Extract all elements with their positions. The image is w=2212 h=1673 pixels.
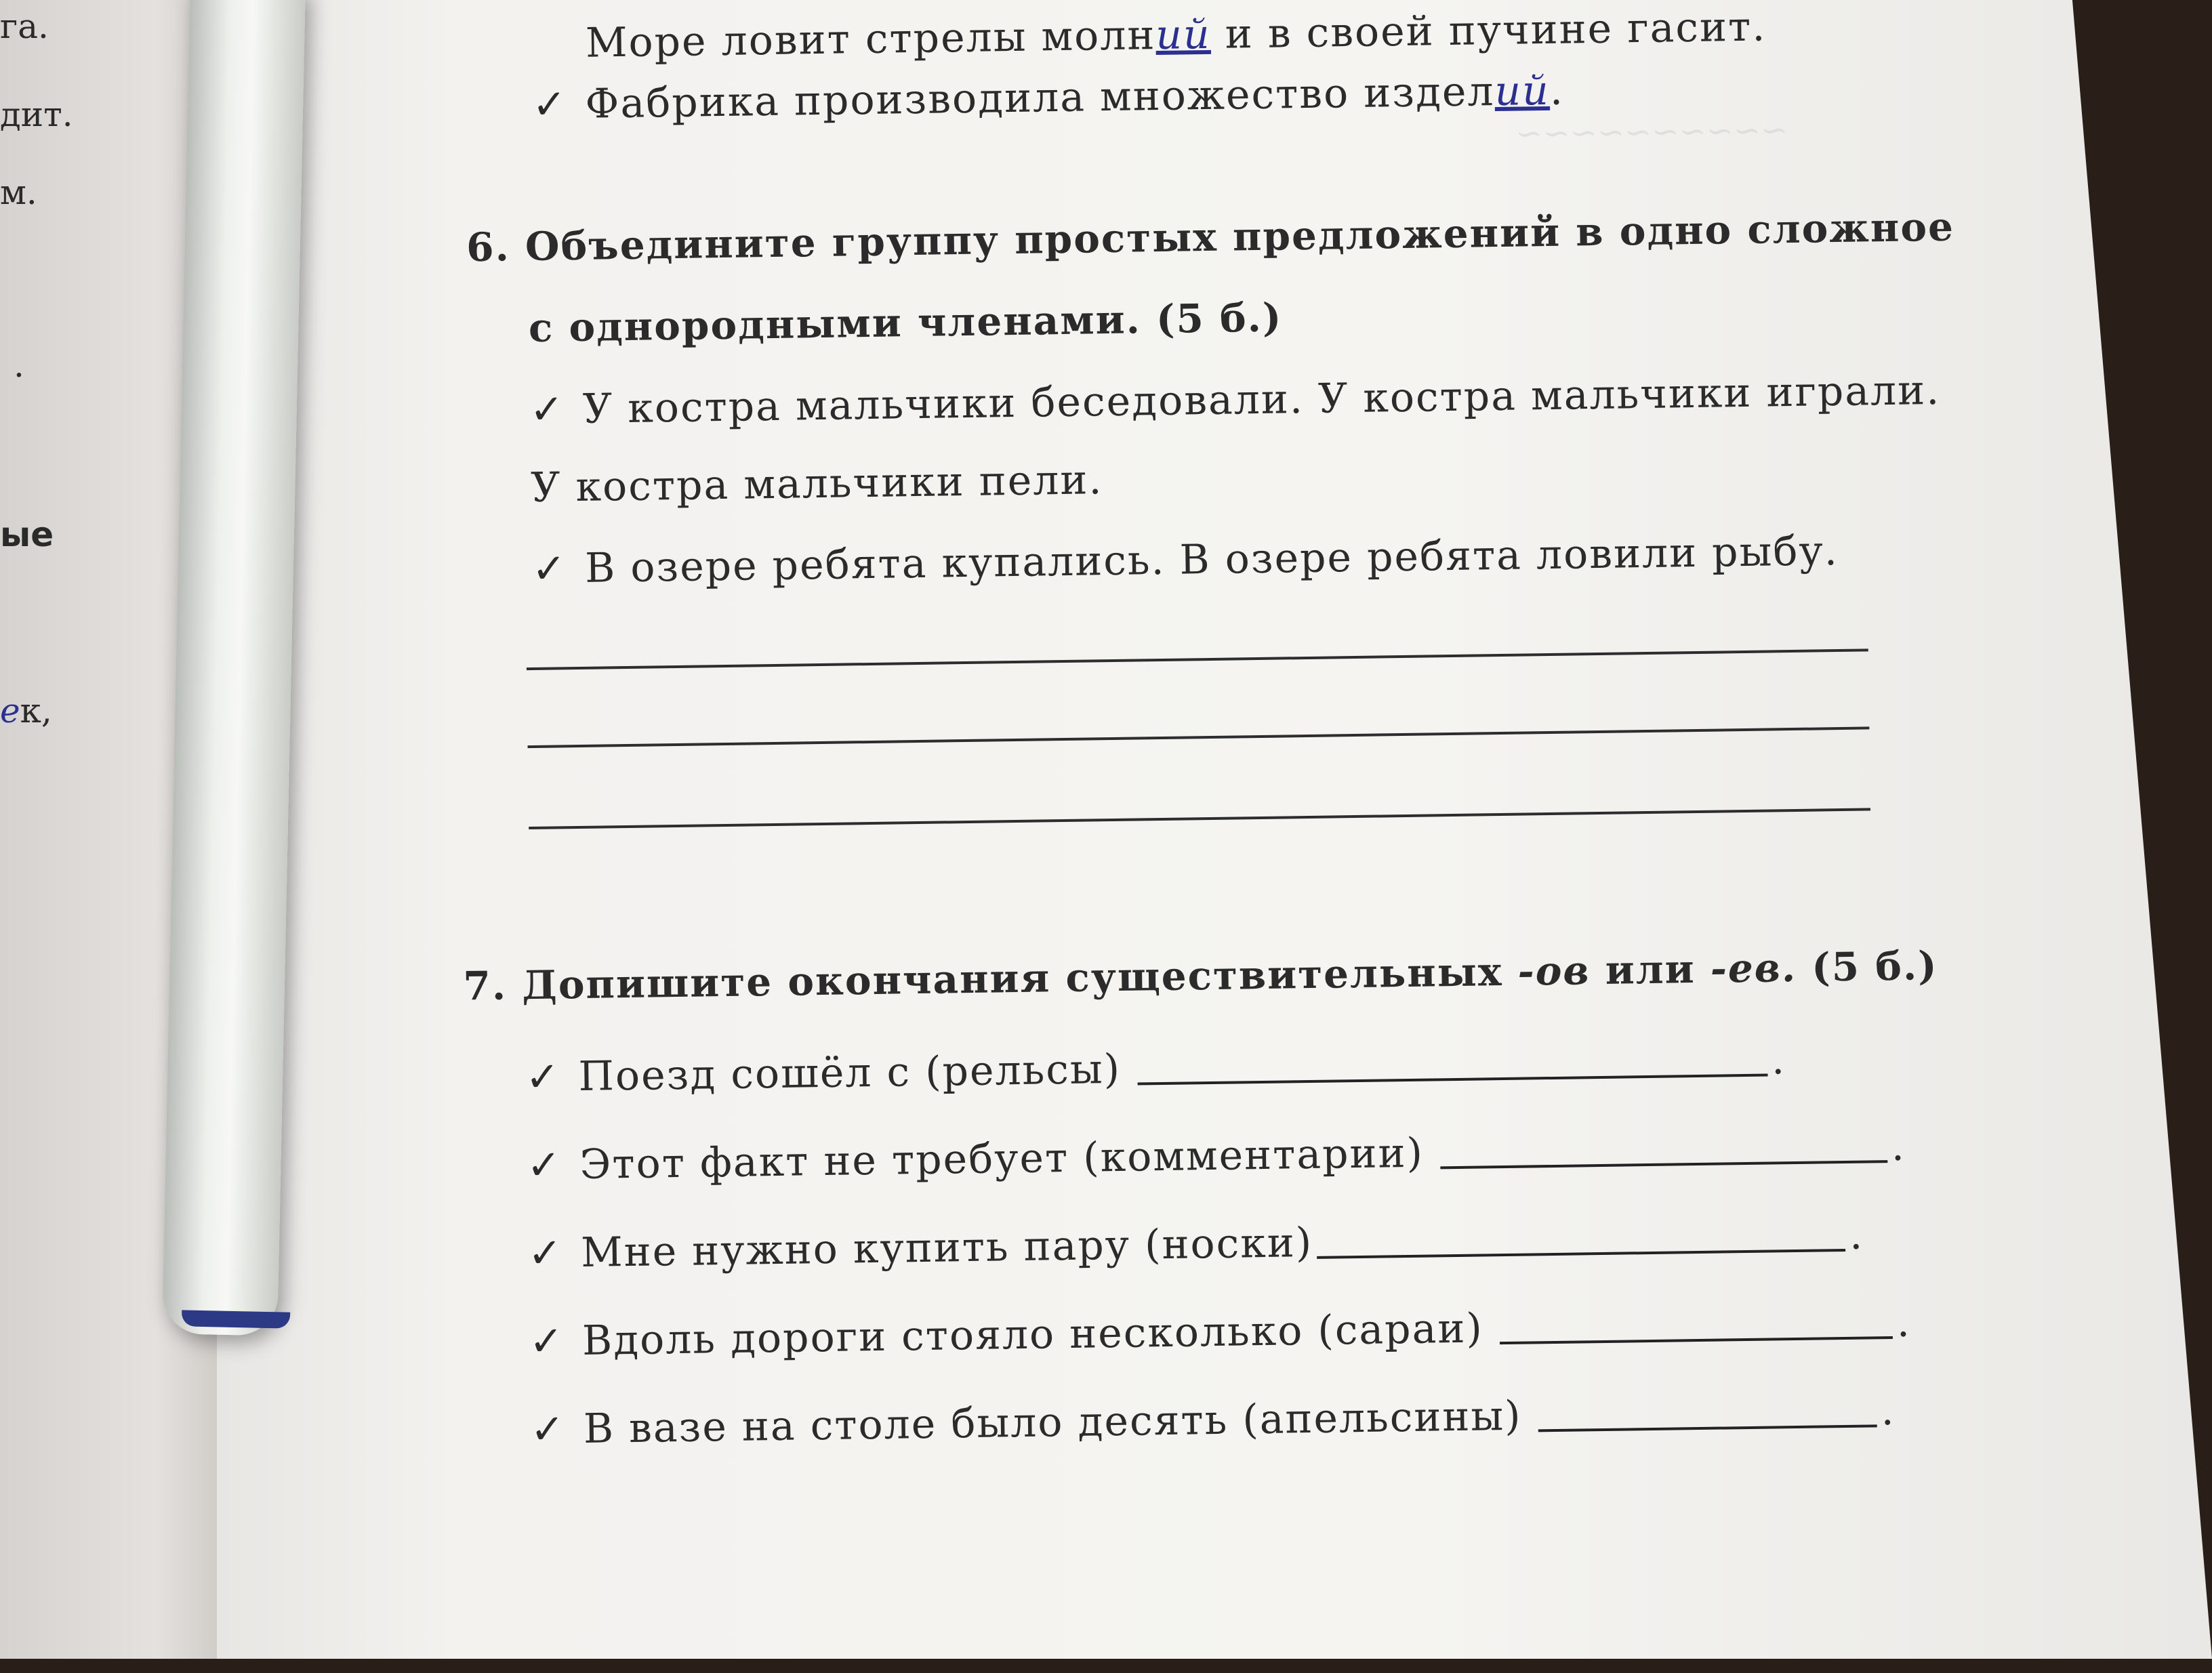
task6-number: 6. bbox=[466, 224, 511, 271]
task7-title-prefix: Допишите окончания существительных bbox=[521, 949, 1503, 1009]
task6-item1-line1 bbox=[529, 367, 1941, 434]
left-fragment-5: ые bbox=[0, 515, 54, 554]
left-fragment-3: м. bbox=[0, 173, 37, 212]
left-fragment-4: . bbox=[14, 346, 24, 385]
task7-item-1 bbox=[525, 1036, 1786, 1101]
task5-line2-end: . bbox=[1549, 66, 1565, 115]
answer-line-2[interactable] bbox=[528, 726, 1870, 748]
check-icon: ✓ bbox=[530, 1405, 567, 1454]
task7-number: 7. bbox=[463, 962, 508, 1010]
show-through-text: ~~~~~~~~~~ bbox=[1515, 111, 1788, 153]
left-fragment-2: дит. bbox=[0, 95, 73, 134]
task5-line1-start: Море ловит стрелы молн bbox=[585, 12, 1156, 67]
task7-or: или bbox=[1605, 946, 1696, 993]
answer-blank-2[interactable] bbox=[1440, 1161, 1887, 1170]
period: . bbox=[1849, 1211, 1864, 1259]
task7-item-1-text: Поезд сошёл с (рельсы) bbox=[578, 1045, 1122, 1101]
task5-line2-start: Фабрика производила множество издел bbox=[585, 68, 1495, 128]
task5-line1-handwritten: ий bbox=[1155, 10, 1212, 60]
answer-blank-4[interactable] bbox=[1500, 1336, 1893, 1344]
check-icon: ✓ bbox=[531, 81, 569, 129]
task7-item-3-text: Мне нужно купить пару (носки) bbox=[580, 1218, 1313, 1277]
answer-line-3[interactable] bbox=[529, 808, 1870, 829]
task6-title-line1 bbox=[466, 204, 1955, 271]
check-icon: ✓ bbox=[526, 1141, 562, 1190]
task5-line2-handwritten: ий bbox=[1494, 66, 1551, 116]
period: . bbox=[1771, 1036, 1786, 1084]
task6-title-1: Объедините группу простых предложений в одно сложное bbox=[525, 203, 1955, 270]
answer-blank-5[interactable] bbox=[1538, 1425, 1877, 1432]
period: . bbox=[1880, 1386, 1896, 1435]
task7-item-2-text: Этот факт не требует (комментарии) bbox=[579, 1129, 1425, 1189]
task6-item1-line2: У костра мальчики пели. bbox=[530, 456, 1103, 512]
period: . bbox=[1891, 1122, 1906, 1171]
check-icon: ✓ bbox=[529, 1317, 565, 1366]
task7-item-4 bbox=[529, 1299, 1911, 1365]
task6-item2-text: В озере ребята купались. В озере ребята ловили рыбу. bbox=[584, 527, 1839, 592]
answer-blank-3[interactable] bbox=[1317, 1249, 1845, 1259]
task7-title bbox=[463, 943, 1938, 1009]
task7-ending-ov: -ов bbox=[1517, 947, 1591, 995]
task6-item1-text1: У костра мальчики беседовали. У костра мальчики играли. bbox=[582, 366, 1941, 433]
answer-line-1[interactable] bbox=[527, 648, 1868, 670]
task6-title-line2: с однородными членами. (5 б.) bbox=[528, 294, 1283, 351]
task6-item2 bbox=[531, 527, 1839, 593]
check-icon: ✓ bbox=[525, 1053, 562, 1102]
left-fragment-6-text: к, bbox=[20, 691, 52, 730]
handwritten-mark: е bbox=[0, 691, 20, 730]
task7-item-2 bbox=[527, 1123, 1906, 1189]
task7-item-4-text: Вдоль дороги стояло несколько (сараи) bbox=[581, 1304, 1484, 1365]
task5-line1-end: и в своей пучине гасит. bbox=[1225, 3, 1767, 58]
answer-blank-1[interactable] bbox=[1137, 1074, 1767, 1086]
task7-points: (5 б.) bbox=[1811, 943, 1939, 991]
check-icon: ✓ bbox=[531, 545, 568, 593]
task7-item-5 bbox=[530, 1387, 1896, 1453]
task5-line2 bbox=[532, 67, 1565, 129]
left-fragment-1: га. bbox=[0, 7, 49, 46]
task7-item-5-text: В вазе на столе было десять (апельсины) bbox=[583, 1392, 1522, 1453]
task5-line1 bbox=[586, 3, 1767, 66]
pen-cap-icon bbox=[182, 1310, 290, 1328]
task7-item-3 bbox=[528, 1212, 1864, 1278]
check-icon: ✓ bbox=[529, 386, 566, 434]
period: . bbox=[1896, 1298, 1912, 1346]
task7-ending-ev: -ев. bbox=[1710, 944, 1797, 992]
check-icon: ✓ bbox=[527, 1229, 564, 1278]
